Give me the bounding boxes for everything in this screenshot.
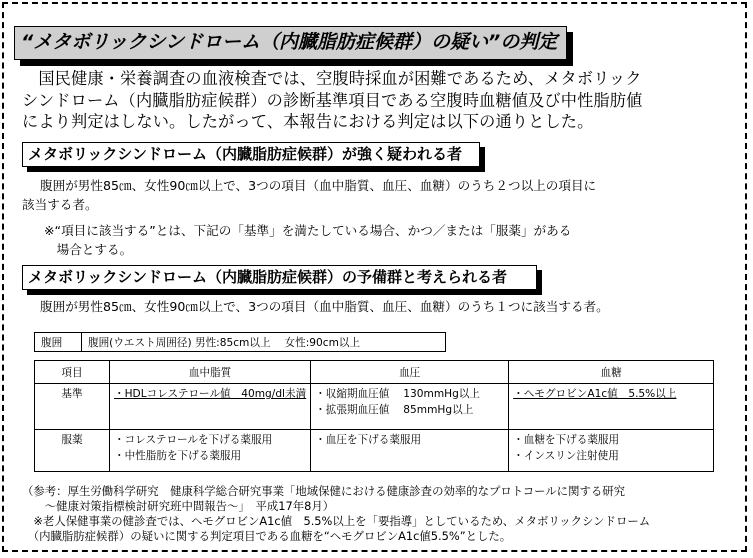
intro-line: 国民健康・栄養調査の血液検査では、空腹時採血が困難であるため、メタボリック <box>22 69 642 88</box>
row-label: 基準 <box>35 384 110 430</box>
criteria-header: 血圧 <box>311 361 509 384</box>
waist-table <box>34 332 446 352</box>
criteria-header: 項目 <box>35 361 110 384</box>
lipid-medication: ・中性脂肪を下げる薬服用 <box>114 450 242 462</box>
lipid-medication: ・コレステロールを下げる薬服用 <box>114 434 273 446</box>
intro-line: シンドローム（内臓脂肪症候群）の診断基準項目である空腹時血糖値及び中性脂肪値 <box>22 90 643 110</box>
glucose-criterion: ・ヘモグロビンA1c値 5.5%以上 <box>513 388 677 400</box>
glucose-cell <box>509 430 714 472</box>
criteria-table <box>34 360 714 472</box>
section1-heading: メタボリックシンドローム（内臓脂肪症候群）が強く疑われる者 <box>22 142 480 167</box>
section2-heading: メタボリックシンドローム（内臓脂肪症候群）の予備群と考えられる者 <box>22 265 537 290</box>
criteria-header: 血糖 <box>509 361 714 384</box>
bp-cell <box>311 430 509 472</box>
glucose-medication: ・インスリン注射使用 <box>513 450 619 462</box>
bp-cell <box>311 384 509 430</box>
section1-note-line: 場合とする。 <box>44 242 133 257</box>
lipid-cell <box>110 430 311 472</box>
bp-medication: ・血圧を下げる薬服用 <box>315 434 422 446</box>
section2-body: 腹囲が男性85㎝、女性90㎝以上で、3つの項目（血中脂質、血圧、血糖）のうち１つに該当する者。 <box>40 299 609 314</box>
bp-criterion: ・拡張期血圧値 85mmHg以上 <box>315 404 474 416</box>
lipid-cell <box>110 384 311 430</box>
section1-body-line: 該当する者。 <box>22 197 98 212</box>
table-row <box>35 384 714 430</box>
page-title: “メタボリックシンドローム（内臓脂肪症候群）の疑い”の判定 <box>14 26 567 60</box>
footnote-line: （参考：厚生労働科学研究 健康科学総合研究事業「地域保健における健康診査の効率的なプロトコールに関する研究 <box>22 484 626 498</box>
intro-paragraph <box>22 68 742 133</box>
waist-label: 腹囲 <box>35 333 82 352</box>
footnote-line: （内臓脂肪症候群）の疑いに関する判定項目である血糖を“ヘモグロビンA1c値5.5%”とした。 <box>22 529 512 543</box>
glucose-cell <box>509 384 714 430</box>
table-row <box>35 430 714 472</box>
footnote-line: ※老人保健事業の健診査では、ヘモグロビンA1c値 5.5%以上を「要指導」としているため、メタボリックシンドローム <box>22 514 651 528</box>
glucose-medication: ・血糖を下げる薬服用 <box>513 434 620 446</box>
criteria-header: 血中脂質 <box>110 361 311 384</box>
waist-value: 腹囲(ウエスト周囲径) 男性:85cm以上 女性:90cm以上 <box>82 333 446 352</box>
section1-note-line: ※“項目に該当する”とは、下記の「基準」を満たしている場合、かつ／または「服薬」がある <box>44 223 572 238</box>
footnote-line: ～健康対策指標検討研究班中間報告～」 平成17年8月） <box>22 499 335 513</box>
intro-line: により判定はしない。したがって、本報告における判定は以下の通りとした。 <box>22 112 594 131</box>
lipid-criterion: ・HDLコレステロール値 40mg/dl未満 <box>114 388 307 400</box>
section1-body-line: 腹囲が男性85㎝、女性90㎝以上で、3つの項目（血中脂質、血圧、血糖）のうち２つ以上の項目に <box>40 178 597 193</box>
bp-criterion: ・収縮期血圧値 130mmHg以上 <box>315 388 481 400</box>
row-label: 服薬 <box>35 430 110 472</box>
